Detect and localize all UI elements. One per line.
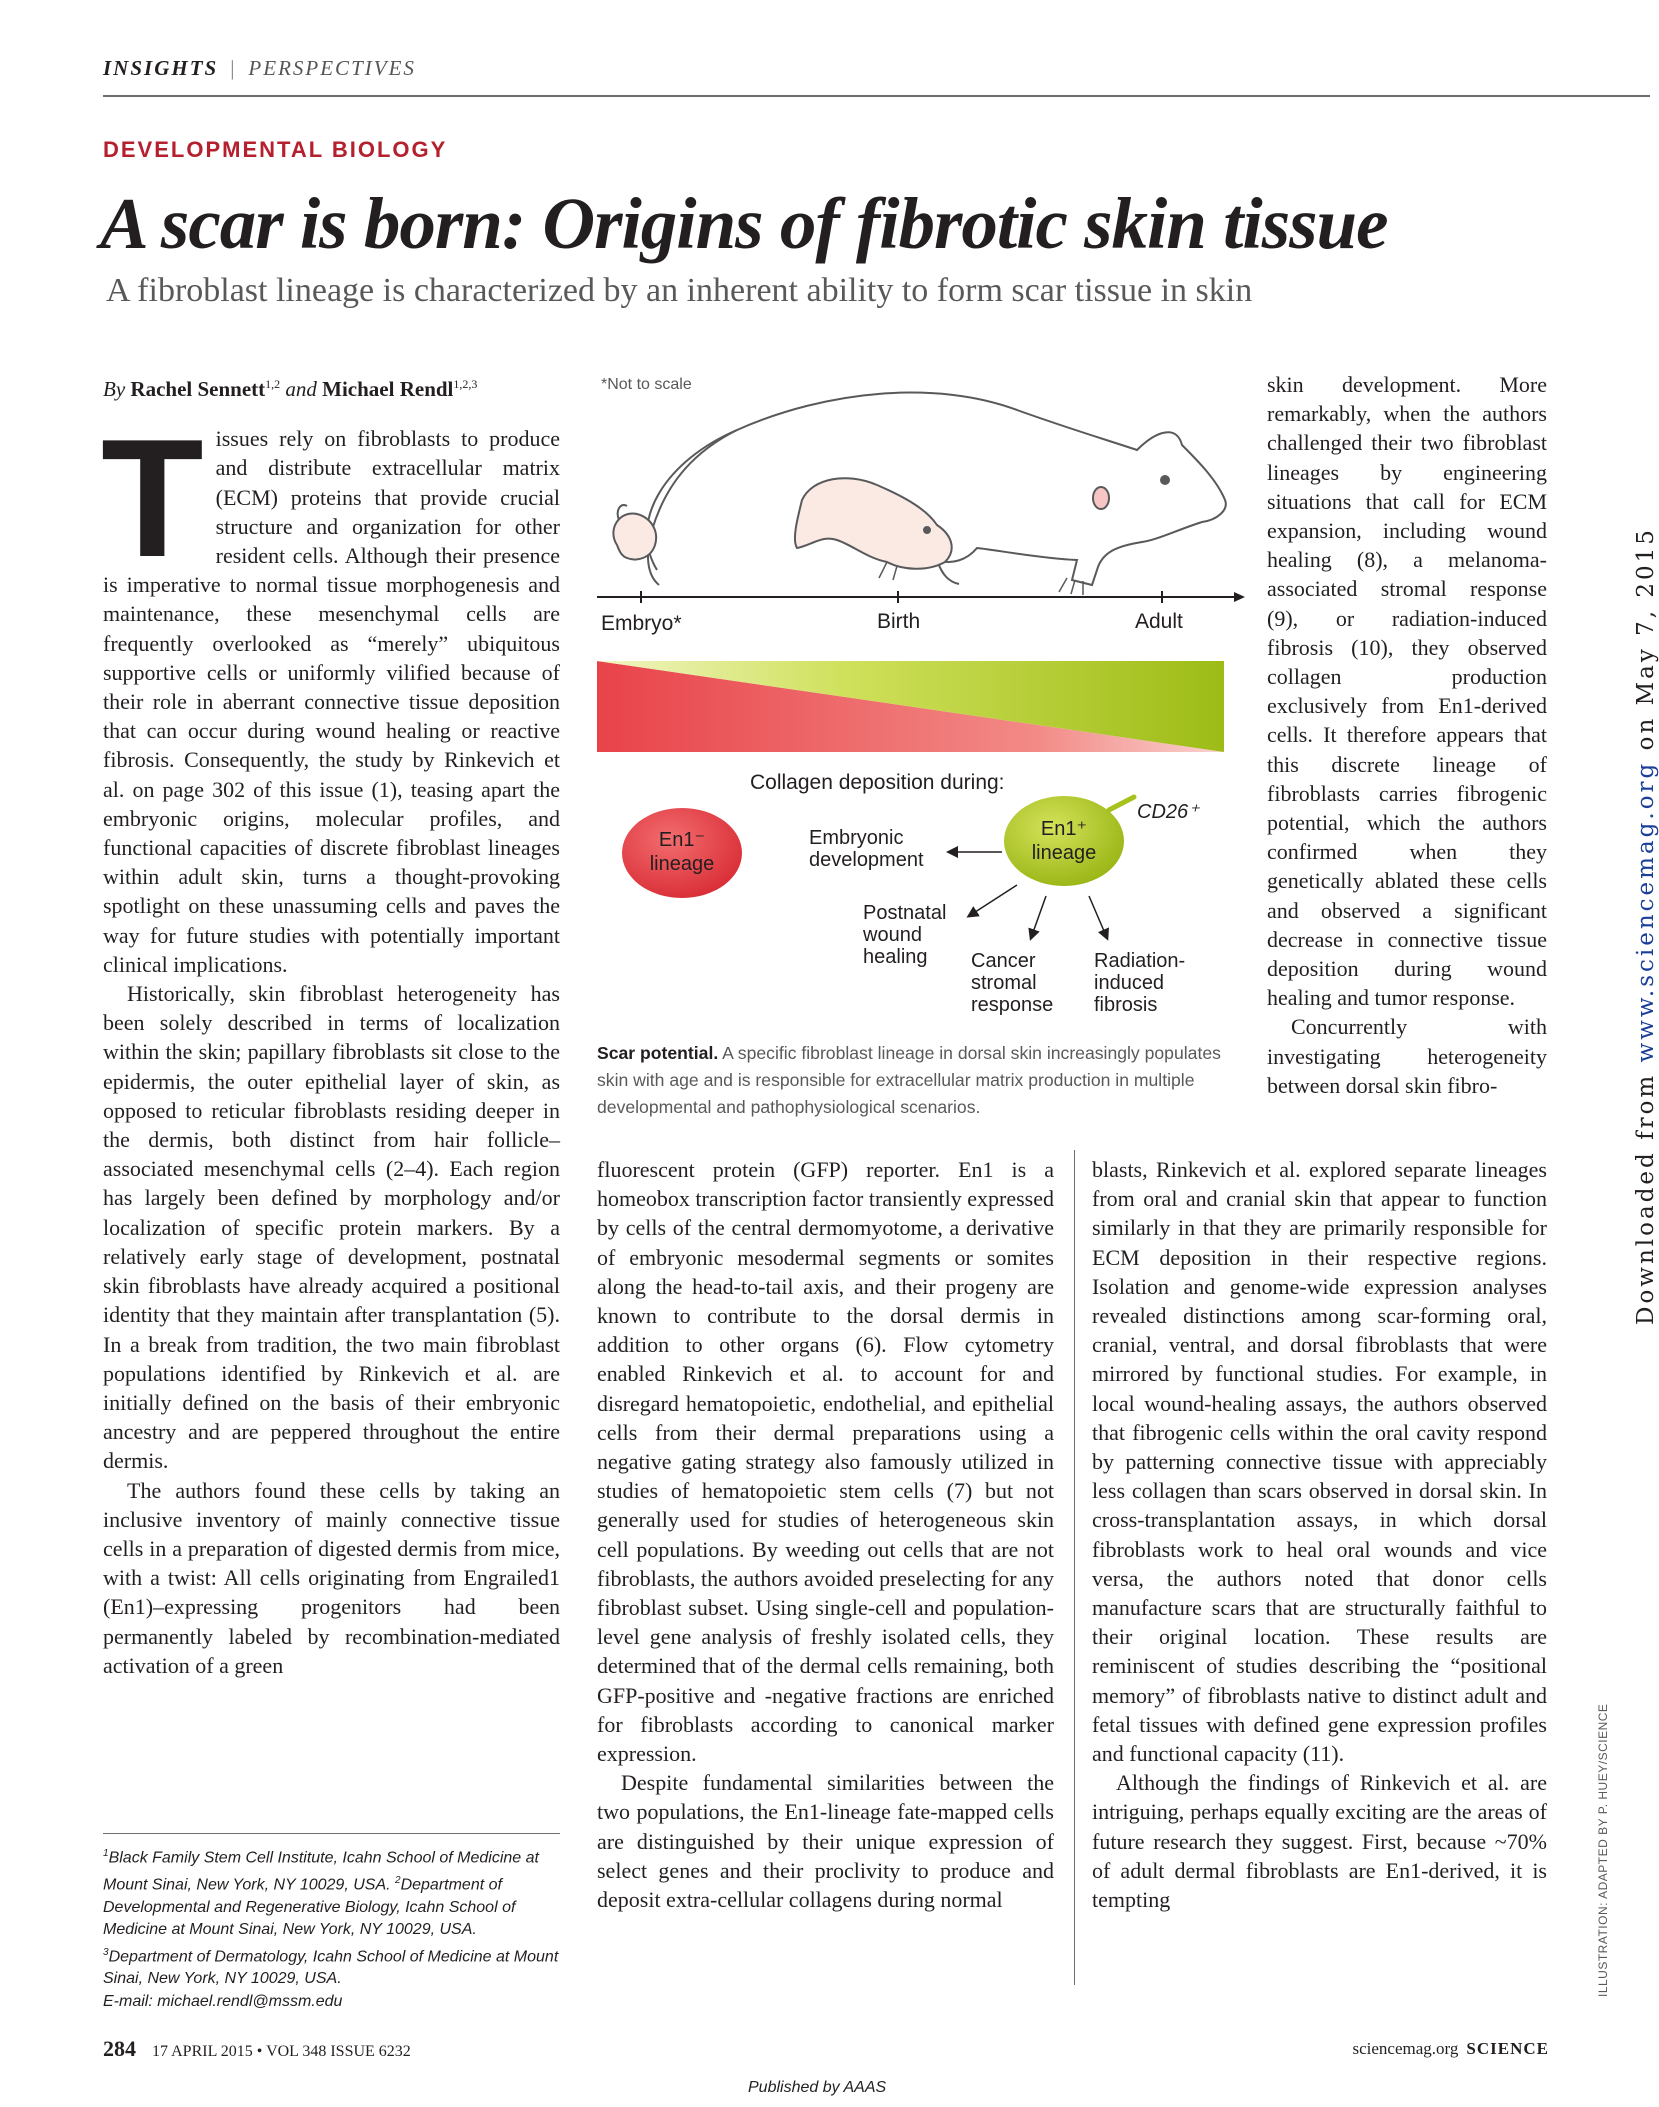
article-deck: A fibroblast lineage is characterized by an inherent ability to form scar tissue in skin xyxy=(106,272,1253,309)
running-header xyxy=(103,56,416,81)
header-rule xyxy=(103,95,1650,97)
issue-info: 17 APRIL 2015 • VOL 348 ISSUE 6232 xyxy=(152,2043,411,2060)
outcome-radiation: Radiation- xyxy=(1094,950,1186,972)
article-title: A scar is born: Origins of fibrotic skin tissue xyxy=(100,183,1388,264)
column-2 xyxy=(597,1155,1054,1914)
paragraph: Concurrently with investigating heterogeneity between dorsal skin fibro- xyxy=(1267,1014,1547,1098)
outcome-cancer-2: stromal xyxy=(971,972,1037,994)
en1-negative-label-2: lineage xyxy=(649,853,715,875)
affiliation-1: Black Family Stem Cell Institute, Icahn School of Medicine at Mount Sinai, New York, NY 10029, USA. xyxy=(103,1849,539,1894)
paragraph: fluorescent protein (GFP) reporter. En1 is a homeobox transcription factor transiently expressed by cells of the central dermomyotome, a derivative of embryonic mesodermal segments or somites along the head-to-tail axis, and their progeny are known to contribute to the dorsal dermis in addition to other organs (6). Flow cytometry enabled Rinkevich et al. to account for and disregard hematopoietic, endothelial, and epithelial cells from their dermal preparations using a negative gating strategy also famously utilized in studies of hematopoietic stem cells (7) but not generally used for studies of heterogeneous skin cell populations. By weeding out cells that are not fibroblasts, the authors avoided preselecting for any fibroblast subset. Using single-cell and population-level gene analysis of freshly isolated cells, they determined that of the dermal cells remaining, both GFP-positive and -negative fractions are enriched for fibroblasts according to canonical marker expression. xyxy=(597,1157,1054,1767)
timeline-arrowhead xyxy=(1234,592,1245,602)
arrow-postnatal xyxy=(969,885,1017,916)
author-2: Michael Rendl xyxy=(322,377,454,401)
column-1 xyxy=(103,370,560,1680)
paragraph: Although the findings of Rinkevich et al. are intriguing, perhaps equally exciting are the areas of future research they suggest. First, because ~70% of adult dermal fibroblasts are En1-derived, it is tempting xyxy=(1092,1770,1547,1913)
affiliation-3: Department of Dermatology, Icahn School of Medicine at Mount Sinai, New York, NY 10029, USA. xyxy=(103,1947,559,1988)
figure-note: *Not to scale xyxy=(601,376,692,393)
download-notice: Downloaded from www.sciencemag.org on May 7, 2015 xyxy=(1633,527,1659,1325)
byline: By Rachel Sennett$^{1,2}$ and Michael Rendl$^{1,2,3}$ xyxy=(103,377,478,401)
footer-left xyxy=(103,2036,411,2062)
figure-caption xyxy=(597,1040,1252,1121)
outcome-radiation-2: induced xyxy=(1094,972,1165,994)
figure-illustration xyxy=(597,370,1245,1040)
cd26-marker-stalk xyxy=(1109,797,1134,810)
figure-scar-potential xyxy=(597,370,1245,1130)
paragraph: The authors found these cells by taking an inclusive inventory of mainly connective tissue cells in a preparation of digested dermis from mice, with a twist: All cells originating from Engrailed1 (En1)–expressing progenitors had been permanently labeled by recombination-mediated activation of a green xyxy=(103,1477,560,1678)
column-3-bottom xyxy=(1092,1155,1547,1914)
outcome-embryonic-2: development xyxy=(809,849,924,871)
publisher-line: Published by AAAS xyxy=(748,2079,887,2096)
en1-positive-label: En1⁺ xyxy=(1040,818,1088,840)
en1-positive-lineage-cell xyxy=(1004,796,1124,886)
outcome-postnatal-3: healing xyxy=(863,946,928,968)
paragraph: Tissues rely on fibroblasts to produce and distribute extracellular matrix (ECM) proteins that provide crucial structure and organization for other resident cells. Although their presence is imperative to normal tissue morphogenesis and maintenance, these mesenchymal cells are frequently overlooked as “merely” ubiquitous supportive cells or uniformly vilified because of their role in aberrant connective tissue deposition that can occur during wound healing or reactive fibrosis. Consequently, the study by Rinkevich et al. on page 302 of this issue (1), teasing apart the embryonic origins, molecular profiles, and functional capacities of discrete fibroblast lineages within adult skin, turns a thought-provoking spotlight on these unassuming cells and paves the way for future studies with potentially important clinical implications. xyxy=(101,404,560,977)
header-separator: | xyxy=(230,56,237,80)
page-number: 284 xyxy=(103,2036,136,2061)
contact-email[interactable]: E-mail: michael.rendl@mssm.edu xyxy=(103,1992,343,2010)
header-subsection: PERSPECTIVES xyxy=(248,56,416,80)
affiliation-2: Department of Developmental and Regenerative Biology, Icahn School of Medicine at Mount Sinai, New York, NY 10029, USA. xyxy=(103,1876,516,1939)
author-1: Rachel Sennett xyxy=(130,377,266,401)
arrow-cancer xyxy=(1031,896,1046,938)
outcome-radiation-3: fibrosis xyxy=(1094,994,1158,1016)
footer-right xyxy=(1353,2039,1550,2059)
arrow-radiation xyxy=(1089,896,1107,938)
illustration-credit: ILLUSTRATION: ADAPTED BY P. HUEY/SCIENCE xyxy=(1596,1703,1610,1997)
journal-brand: SCIENCE xyxy=(1466,2039,1549,2058)
download-source-link[interactable]: www.sciencemag.org xyxy=(1633,760,1659,1063)
en1-negative-label: En1⁻ xyxy=(658,829,706,851)
footnote-rule xyxy=(103,1833,560,1834)
paragraph: blasts, Rinkevich et al. explored separate lineages from oral and cranial skin that appear to function similarly in that they are primarily responsible for ECM deposition in their respective regions. Isolation and genome-wide expression analyses revealed distinctions among scar-forming oral, cranial, ventral, and dorsal fibroblasts that were mirrored by functional studies. For example, in local wound-healing assays, the authors observed that fibrogenic cells within the oral cavity respond by patterning connective tissue with appreciably less collagen than scars observed in dorsal skin. In cross-transplantation assays, in which dorsal fibroblasts work to heal oral wounds and vice versa, the authors noted that donor cells manufacture scars that are structurally faithful to their original location. These results are reminiscent of studies describing the “positional memory” of fibroblasts native to distinct adult and fetal tissues with defined gene expression profiles and functional capacity (11). xyxy=(1092,1157,1547,1767)
outcome-postnatal: Postnatal xyxy=(863,902,947,924)
caption-text: A specific fibroblast lineage in dorsal skin increasingly populates skin with age and is responsible for extracellular matrix production in multiple developmental and pathophysiological scenarios. xyxy=(597,1043,1221,1117)
cd26-marker-label: CD26⁺ xyxy=(1137,801,1199,823)
category-label: DEVELOPMENTAL BIOLOGY xyxy=(103,137,448,162)
column-3-top xyxy=(1267,370,1547,1100)
paragraph: Historically, skin fibroblast heterogeneity has been solely described in terms of localization within the skin; papillary fibroblasts sit close to the epidermis, the outer epithelial layer of skin, as opposed to reticular fibroblasts residing deeper in the dermis, both distinct from hair follicle–associated mesenchymal cells (2–4). Each region has largely been defined by morphology and/or localization of specific protein markers. By a relatively early stage of development, postnatal skin fibroblasts have already acquired a positional identity that they maintain after transplantation (5). In a break from tradition, the two main fibroblast populations identified by Rinkevich et al. are initially defined on the basis of their embryonic ancestry and are peppered throughout the entire dermis. xyxy=(103,981,560,1474)
outcome-embryonic: Embryonic xyxy=(809,827,904,849)
timeline-label-embryo: Embryo* xyxy=(601,612,682,635)
collagen-label: Collagen deposition during: xyxy=(750,771,1005,794)
drop-cap: T xyxy=(101,404,204,593)
column-divider xyxy=(1074,1150,1075,1985)
timeline-label-birth: Birth xyxy=(877,610,921,633)
outcome-postnatal-2: wound xyxy=(863,924,922,946)
paragraph: skin development. More remarkably, when the authors challenged their two fibroblast lineages by engineering situations that call for ECM expansion, including wound healing (8), a melanoma-associated stromal response (9), or radiation-induced fibrosis (10), they observed collagen production exclusively from En1-derived cells. It therefore appears that this discrete lineage of fibroblasts carries fibrogenic potential, which the authors confirmed when they genetically ablated these cells and observed a significant decrease in connective tissue deposition during wound healing and tumor response. xyxy=(1267,372,1547,1011)
journal-site[interactable]: sciencemag.org xyxy=(1352,2039,1459,2058)
en1-positive-label-2: lineage xyxy=(1031,842,1097,864)
paragraph: Despite fundamental similarities between the two populations, the En1-lineage fate-mapped cells are distinguished by their unique expression of select genes and their proclivity to produce and deposit extra-cellular collagens during normal xyxy=(597,1770,1054,1913)
outcome-cancer-3: response xyxy=(971,994,1054,1016)
affiliations-footnote: $^1$Black Family Stem Cell Institute, Icahn School of Medicine at Mount Sinai, New York, NY 10029, USA. $^2$Department of Developmental and Regenerative Biology, Icahn School of Medicine at Mount Sinai, New York, NY 10029, USA. $^3$Department of Dermatology, Icahn School of Medicine at Mount Sinai, New York, NY 10029, USA. E-mail: michael.rendl@mssm.edu xyxy=(103,1848,559,2010)
header-section: INSIGHTS xyxy=(103,56,219,80)
outcome-cancer: Cancer xyxy=(971,950,1036,972)
caption-title: Scar potential. xyxy=(597,1043,719,1063)
timeline-label-adult: Adult xyxy=(1135,610,1183,633)
